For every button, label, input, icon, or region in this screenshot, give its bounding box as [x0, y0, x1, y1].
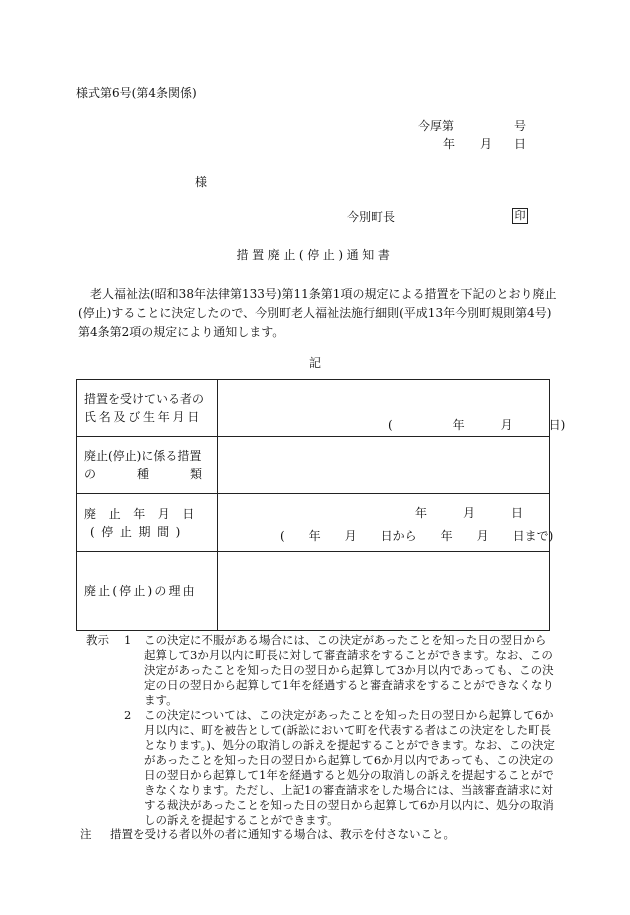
value-name-birth [218, 380, 566, 437]
doc-number-prefix: 今厚第 [418, 119, 455, 133]
value-abolish-date [218, 494, 554, 552]
table-row [77, 494, 550, 552]
abolish-date-placeholder: 年 月 日 [415, 506, 524, 520]
addressee-suffix: 様 [195, 175, 208, 189]
value-measure-type [218, 437, 550, 494]
label-measure-type [77, 437, 218, 494]
label-line: 廃止(停止)の理由 [84, 584, 197, 598]
label-line: 廃止(停止)に係る措置 [84, 449, 202, 463]
label-char: 類 [189, 467, 202, 481]
instruction-number: 1 [124, 633, 132, 647]
date-day: 日 [514, 137, 527, 151]
stop-period-placeholder: ( 年 月 日から 年 月 日まで) [280, 529, 554, 543]
instruction-label: 教示 [86, 633, 109, 647]
value-reason [218, 552, 550, 631]
footnote [80, 827, 550, 842]
instruction-text: この決定については、この決定があったことを知った日の翌日から起算して6か月以内に、町を被告として(訴訟において町を代表する者はこの決定をした町長となります。)、処分の取消しの訴えを提起することができます。なお、この決定があったことを知った日の翌日から起算して6か月以内であっても、この決定の日の翌日から起算して1年を経過すると処分の取消しの訴えを提起することができなくなります。ただし、上記1の審査請求をした場合には、当該審査請求に対する裁決があったことを知った日の翌日から起算して6か月以内に、処分の取消しの訴えを提起することができます。 [144, 708, 555, 827]
label-name-birth [77, 380, 218, 437]
issuer-name: 今別町長 [347, 210, 396, 224]
document-title: 措置廃止(停止)通知書 [236, 248, 394, 262]
date-month: 月 [480, 137, 493, 151]
doc-number-suffix: 号 [514, 119, 527, 133]
birth-date-placeholder: ( 年 月 日) [388, 418, 566, 432]
form-number: 様式第6号(第4条関係) [76, 86, 197, 100]
spacer [86, 708, 124, 828]
footnote-text: 措置を受ける者以外の者に通知する場合は、教示を付さないこと。 [110, 827, 455, 841]
label-line: 氏名及び生年月日 [84, 410, 203, 424]
instruction-item-1 [86, 633, 556, 708]
table-row [77, 380, 550, 437]
seal-icon: 印 [512, 208, 528, 224]
label-char: の [84, 467, 97, 481]
label-reason [77, 552, 218, 631]
body-paragraph: 老人福祉法(昭和38年法律第133号)第11条第1項の規定による措置を下記のとおり廃止(停止)することに決定したので、今別町老人福祉法施行細則(平成13年今別町規則第4号)第4条第2項の規定により通知します。 [78, 287, 557, 339]
seal-mark [512, 208, 528, 224]
notice-table [76, 379, 566, 631]
table-row [77, 552, 550, 631]
ki-marker: 記 [308, 356, 321, 370]
date-year: 年 [443, 137, 456, 151]
label-line: 廃止年月日 [84, 506, 208, 521]
instruction-number: 2 [124, 708, 132, 722]
label-line [84, 465, 202, 483]
label-abolish-date [77, 494, 218, 552]
instruction-item-2 [86, 708, 556, 828]
label-line: 措置を受けている者の [84, 392, 205, 406]
label-char: 種 [136, 467, 149, 481]
table-row [77, 437, 550, 494]
instruction-text: この決定に不服がある場合には、この決定があったことを知った日の翌日から起算して3か月以内に町長に対して審査請求をすることができます。なお、この決定があったことを知った日の翌日から起算して3か月以内であっても、この決定の日の翌日から起算して1年を経過すると審査請求をすることができなくなります。 [144, 633, 554, 707]
label-line: (停止期間) [90, 524, 187, 539]
footnote-label: 注 [80, 827, 92, 841]
